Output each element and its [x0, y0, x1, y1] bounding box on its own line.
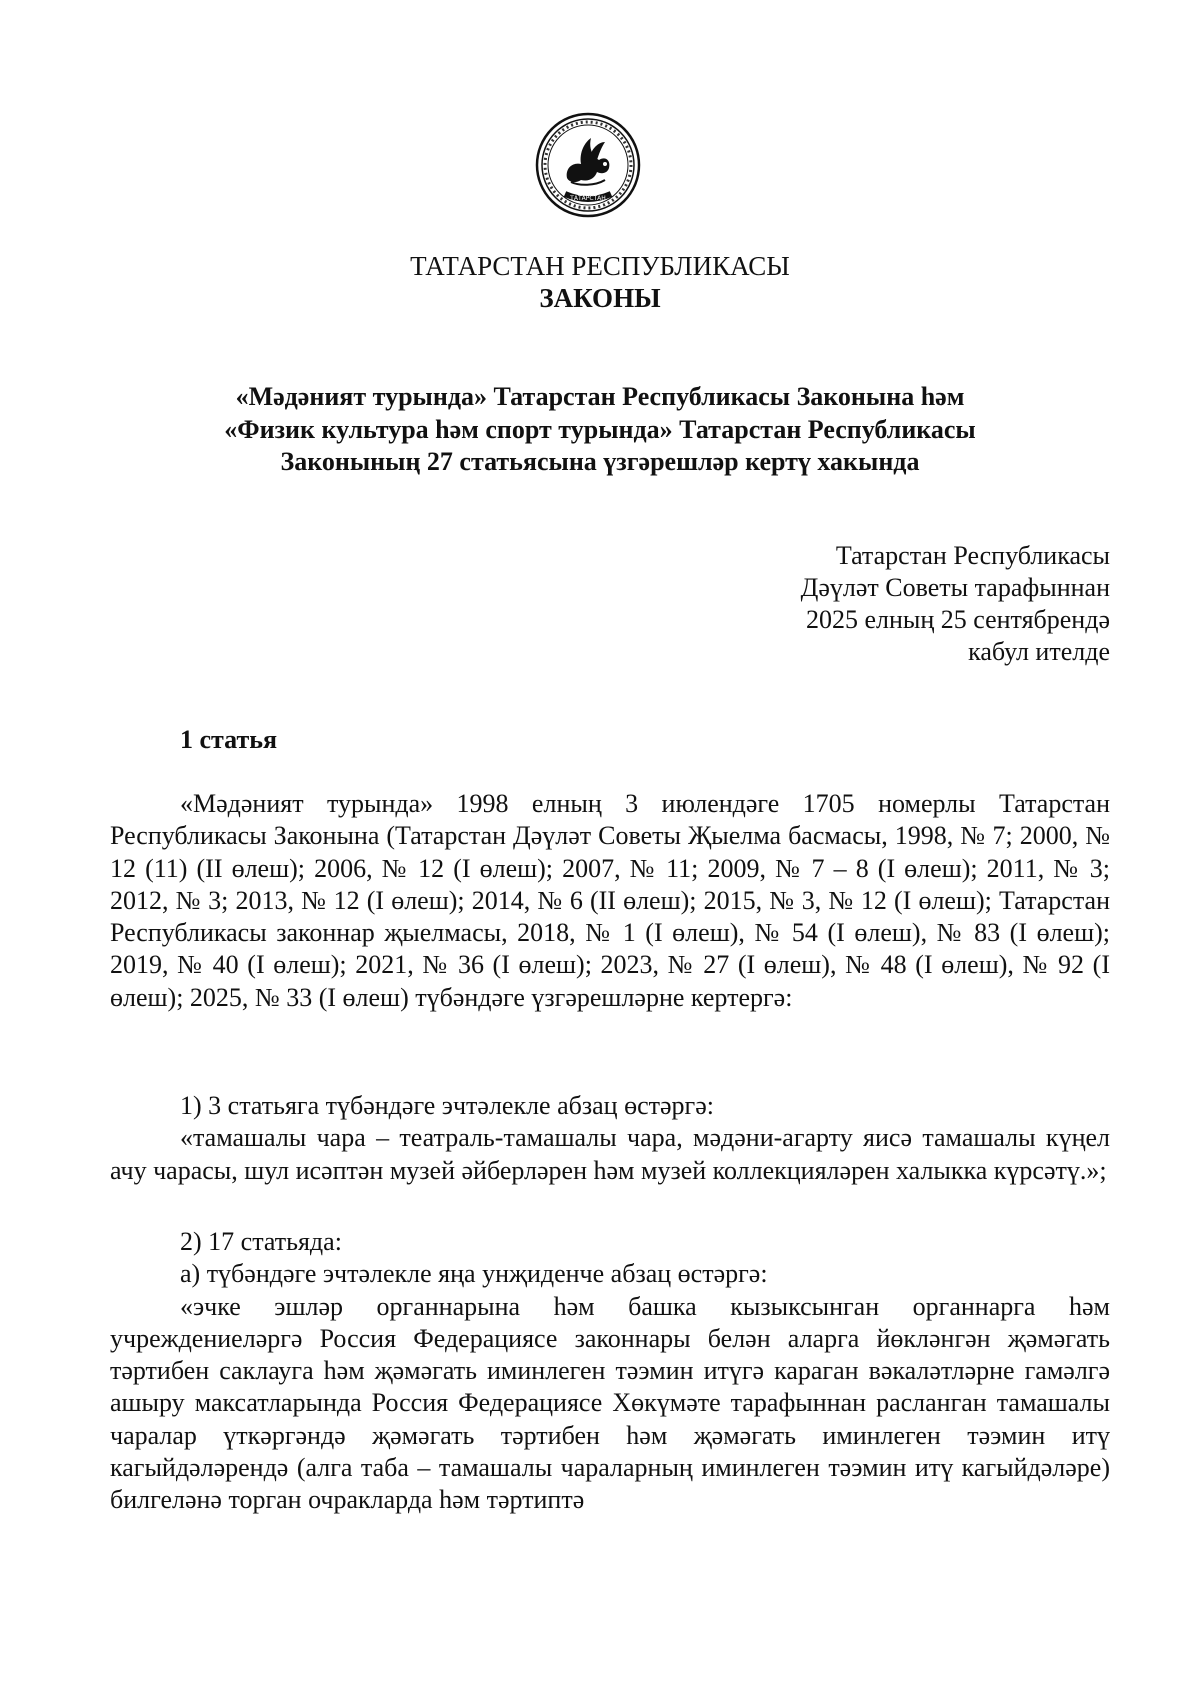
- law-title-line-3: Законының 27 статьясына үзгәрешләр кертү хакында: [280, 447, 920, 476]
- adoption-line-3: 2025 елның 25 сентябрендә: [805, 605, 1110, 634]
- republic-heading: ТАТАРСТАН РЕСПУБЛИКАСЫ: [410, 251, 790, 281]
- law-title: [150, 381, 1050, 479]
- article-heading: 1 статья: [180, 725, 278, 754]
- law-title-line-1: «Мәдәният турында» Татарстан Республикасы Законына һәм: [235, 382, 965, 411]
- tatarstan-coat-of-arms-icon: [535, 112, 641, 218]
- item-1-label: 1) 3 статьяга түбәндәге эчтәлекле абзац өстәргә:: [180, 1091, 714, 1120]
- item-2-label: 2) 17 статьяда:: [180, 1227, 342, 1256]
- adoption-note: [801, 540, 1110, 668]
- adoption-line-1: Татарстан Республикасы: [835, 541, 1110, 570]
- item-2-block: [110, 1226, 1110, 1517]
- adoption-line-4: кабул ителде: [968, 637, 1110, 666]
- item-2-subitem-a: а) түбәндәге эчтәлекле яңа унҗиденче абзац өстәргә:: [180, 1259, 768, 1289]
- item-2-text: «эчке эшләр органнарына һәм башка кызыксынган органнарга һәм учреждениеләргә Россия Федерациясе законнары белән аларга йөкләнгән җәмәгать тәртибен саклауга һәм җәмәгать иминлеген тәэмин итүгә караган вәкаләтләрне гамәлгә ашыру максатларында Россия Федерациясе Хөкүмәте тарафыннан расланган тамашалы чаралар үткәргәндә җәмәгать тәртибен һәм җәмәгать иминлеген тәэмин итү кагыйдәләрендә (алга таба – тамашалы чараларның иминлеген тәэмин итү кагыйдәләре) билгеләнә торган очракларда һәм тәртиптә: [110, 1291, 1110, 1515]
- emblem-text: ТАТАРСТАН: [570, 195, 606, 202]
- law-title-line-2: «Физик культура һәм спорт турында» Татарстан Республикасы: [224, 414, 976, 444]
- adoption-line-2: Дәүләт Советы тарафыннан: [800, 573, 1110, 602]
- item-1-text: «тамашалы чара – театраль-тамашалы чара, мәдәни-агарту яисә тамашалы күңел ачу чарасы, шул исәптән музей әйберләрен һәм музей коллекцияләрен халыкка күрсәтү.»;: [110, 1123, 1110, 1185]
- item-1-block: [110, 1090, 1110, 1187]
- article-intro-block: [110, 788, 1110, 1014]
- law-heading: ЗАКОНЫ: [539, 283, 661, 313]
- article-intro-paragraph: «Мәдәният турында» 1998 елның 3 июлендәге 1705 номерлы Татарстан Республикасы Законына (Татарстан Дәүләт Советы Җыелма басмасы, 1998, № 7; 2000, № 12 (11) (II өлеш); 2006, № 12 (I өлеш); 2007, № 11; 2009, № 7 – 8 (I өлеш); 2011, № 3; 2012, № 3; 2013, № 12 (I өлеш); 2014, № 6 (II өлеш); 2015, № 3, № 12 (I өлеш); Татарстан Республикасы законнар җыелмасы, 2018, № 1 (I өлеш), № 54 (I өлеш), № 83 (I өлеш); 2019, № 40 (I өлеш); 2021, № 36 (I өлеш); 2023, № 27 (I өлеш), № 48 (I өлеш), № 92 (I өлеш); 2025, № 33 (I өлеш) түбәндәге үзгәрешләрне кертергә:: [110, 789, 1110, 1012]
